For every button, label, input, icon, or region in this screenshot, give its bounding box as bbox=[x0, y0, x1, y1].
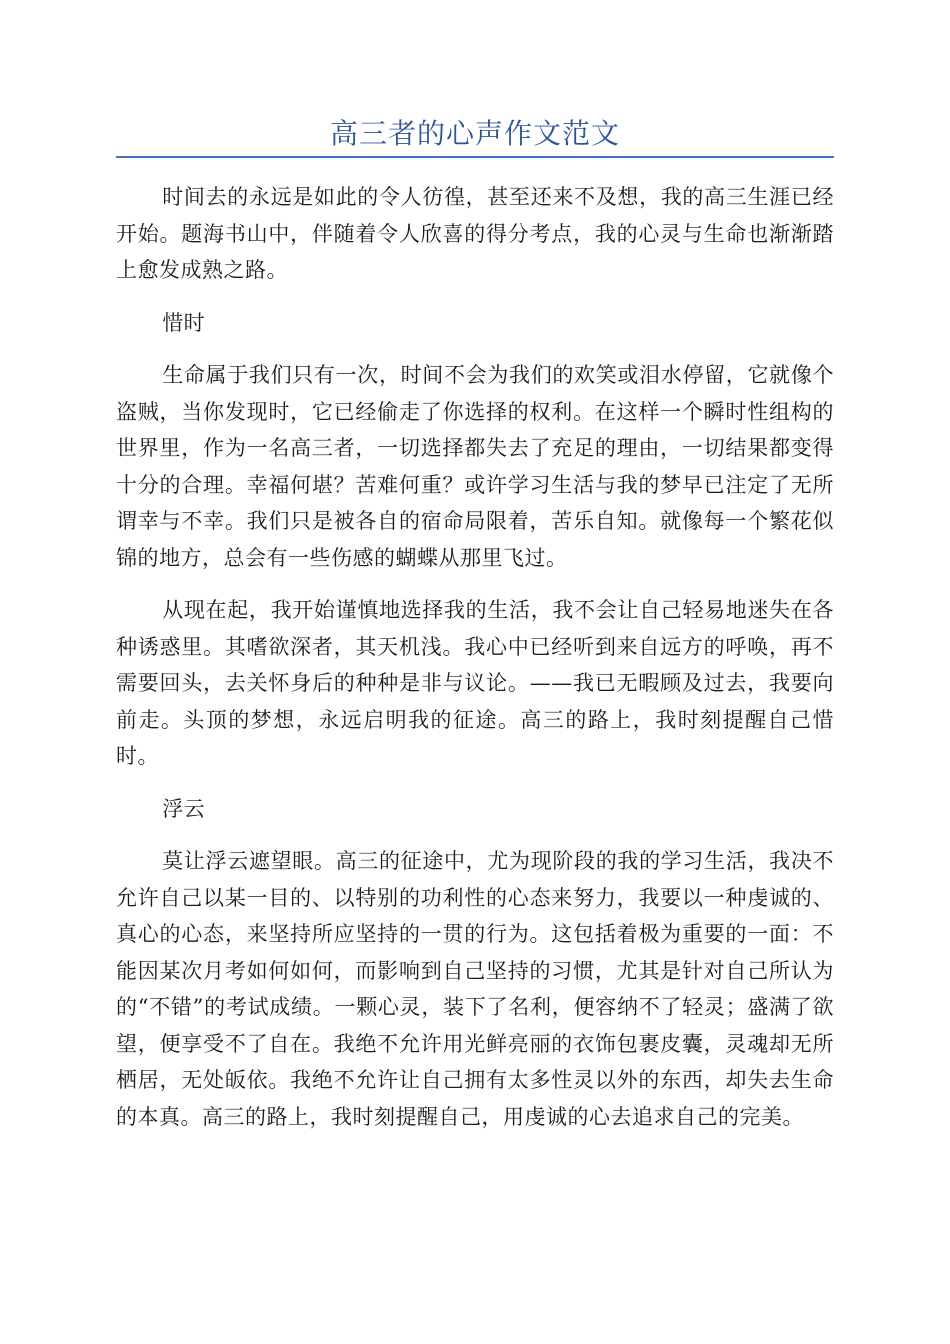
document-body bbox=[116, 179, 834, 1135]
paragraph-cherish-time-1: 生命属于我们只有一次，时间不会为我们的欢笑或泪水停留，它就像个盗贼，当你发现时，它已经偷走了你选择的权利。在这样一个瞬时性组构的世界里，作为一名高三者，一切选择都失去了充足的理由，一切结果都变得十分的合理。幸福何堪？苦难何重？或许学习生活与我的梦早已注定了无所谓幸与不幸。我们只是被各自的宿命局限着，苦乐自知。就像每一个繁花似锦的地方，总会有一些伤感的蝴蝶从那里飞过。 bbox=[116, 363, 834, 570]
document-title: 高三者的心声作文范文 bbox=[329, 117, 620, 150]
paragraph-floating-clouds: 莫让浮云遮望眼。高三的征途中，尤为现阶段的我的学习生活，我决不允许自己以某一目的、以特别的功利性的心态来努力，我要以一种虔诚的、真心的心态，来坚持所应坚持的一贯的行为。这包括着极为重要的一面：不能因某次月考如何如何，而影响到自己坚持的习惯，尤其是针对自己所认为的“不错”的考试成绩。一颗心灵，装下了名利，便容纳不了轻灵；盛满了欲望，便享受不了自在。我绝不允许用光鲜亮丽的衣饰包裹皮囊，灵魂却无所栖居，无处皈依。我绝不允许让自己拥有太多性灵以外的东西，却失去生命的本真。高三的路上，我时刻提醒自己，用虔诚的心去追求自己的完美。 bbox=[116, 849, 834, 1129]
section-heading-floating-clouds: 浮云 bbox=[162, 796, 206, 821]
section-heading-cherish-time: 惜时 bbox=[162, 310, 206, 335]
title-underline bbox=[116, 156, 834, 158]
paragraph-intro: 时间去的永远是如此的令人彷徨，甚至还来不及想，我的高三生涯已经开始。题海书山中，伴随着令人欣喜的得分考点，我的心灵与生命也渐渐踏上愈发成熟之路。 bbox=[116, 185, 834, 282]
document-page bbox=[116, 0, 834, 1151]
paragraph-cherish-time-2: 从现在起，我开始谨慎地选择我的生活，我不会让自己轻易地迷失在各种诱惑里。其嗜欲深者，其天机浅。我心中已经听到来自远方的呼唤，再不需要回头，去关怀身后的种种是非与议论。——我已无暇顾及过去，我要向前走。头顶的梦想，永远启明我的征途。高三的路上，我时刻提醒自己惜时。 bbox=[116, 598, 834, 768]
